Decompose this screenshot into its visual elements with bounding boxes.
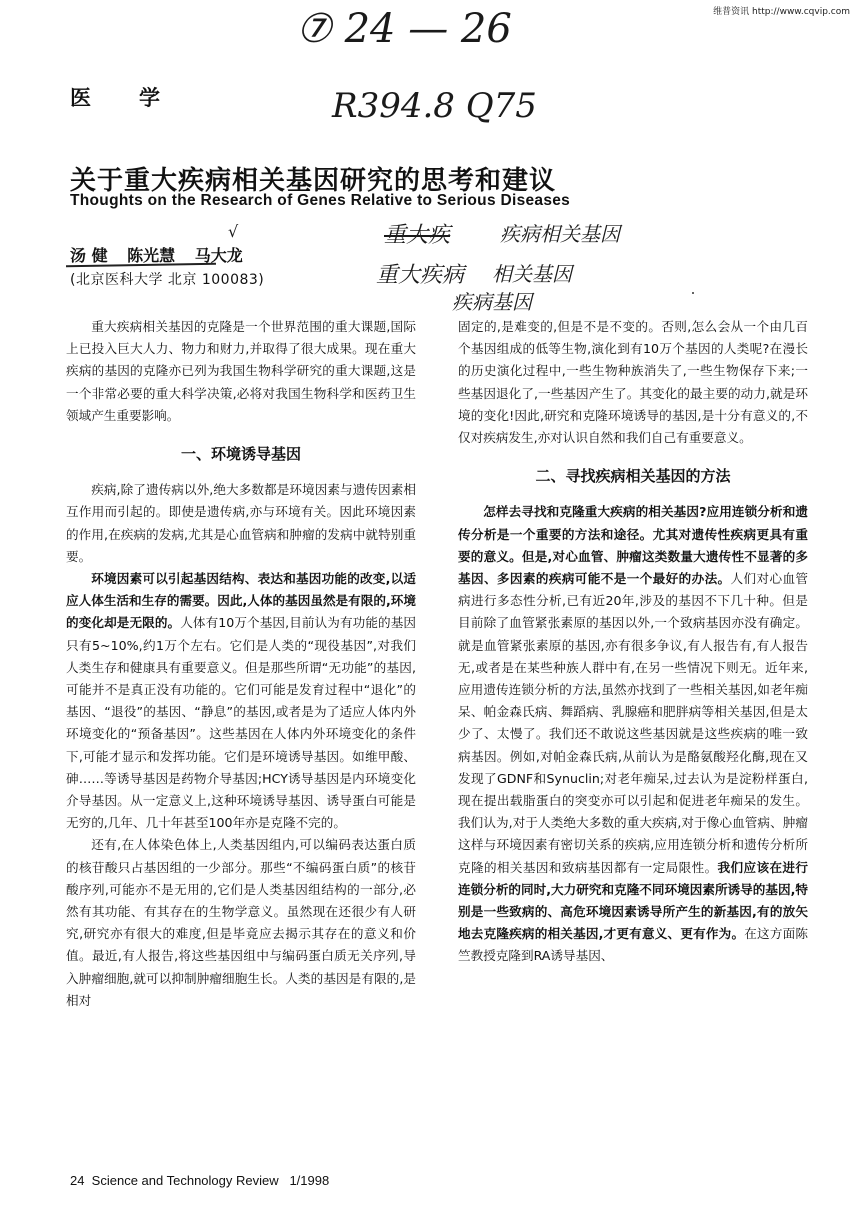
handwritten-annotation-2: 疾病相关基因 <box>500 222 620 246</box>
left-column <box>66 316 416 1012</box>
bold-statement: 我们应该在进行连锁分析的同时,大力研究和克隆不同环境因素所诱导的基因,特别是一些致病的、高危环境因素诱导所产生的新基因,有的放矢地去克隆疾病的相关基因,才更有意义、更有作为。 <box>458 859 809 942</box>
paragraph-environment <box>66 568 416 834</box>
author-3: 马大龙 <box>194 246 243 265</box>
paragraph-text: 人体有10万个基因,目前认为有功能的基因只有5~10%,约1万个左右。它们是人类的“现役基因”,对我们人类生存和健康具有重要意义。但是那些所谓“无功能”的基因,可能并不是真正没有功能的。它们可能是发育过程中“退化”的基因、“退役”的基因、“静息”的基因,或者是为了适应人体内外环境变化的“预备基因”。这些基因在人体内外环境变化的条件下,可能才显示和发挥功能。它们是环境诱导基因。如维甲酸、砷……等诱导基因是药物介导基因;HCY诱导基因是内环境变化介导基因。从一定意义上,这种环境诱导基因、诱导蛋白可能是无穷的,几年、几十年甚至100年亦是克隆不完的。 <box>66 615 416 831</box>
paragraph-intro: 重大疾病相关基因的克隆是一个世界范围的重大课题,国际上已投入巨大人力、物力和财力,并取得了很大成果。现在重大疾病的基因的克隆亦已列为我国生物科学研究的重大课题,这是一个非常必要的重大科学决策,必将对我国生物科学和医药卫生领域产生重要影响。 <box>66 319 416 423</box>
affiliation: (北京医科大学 北京 100083) <box>70 272 265 288</box>
handwritten-check-mark: √ <box>228 222 239 241</box>
author-1: 汤 健 <box>70 246 108 265</box>
author-list <box>70 243 257 266</box>
handwritten-page-range: ⑦ 24 — 26 <box>296 6 512 52</box>
author-2: 陈光慧 <box>127 246 176 265</box>
paragraph-noncoding: 还有,在人体染色体上,人类基因组内,可以编码表达蛋白质的核苷酸只占基因组的一少部分。那些“不编码蛋白质”的核苷酸序列,可能亦不是无用的,它们是人类基因组结构的一部分,必然有其功能、有其存在的生物学意义。虽然现在还很少有人研究,研究亦有很大的难度,但是毕竟应去揭示其存在的意义和价值。最近,有人报告,将这些基因组中与编码蛋白质无关序列,导入肿瘤细胞,就可以抑制肿瘤细胞生长。人类的基因是有限的,是相对 <box>66 837 416 1008</box>
paragraph-methods <box>458 501 808 967</box>
paragraph-continued: 固定的,是难变的,但是不是不变的。否则,怎么会从一个由几百个基因组成的低等生物,演化到有10万个基因的人类呢?在漫长的历史演化过程中,一些生物种族消失了,一些生物保存下来;一些基因退化了,一些基因产生了。其变化的最主要的动力,就是环境的变化!因此,研究和克隆环境诱导的基因,是十分有意义的,不仅对疾病发生,亦对认识自然和我们自己有重要意义。 <box>458 319 808 446</box>
speck <box>692 292 694 294</box>
bold-statement: 怎样去寻找和克隆重大疾病的相关基因?应用连锁分析和遗传分析是一个重要的方法和途径。尤其对遗传性疾病更具有重要的意义。但是,对心血管、肿瘤这类数量大遗传性不显著的多基因、多因素的疾病可能不是一个最好的办法。 <box>458 504 808 587</box>
handwritten-annotation-1: 重大疾 <box>384 223 451 248</box>
paragraph-disease-factors: 疾病,除了遗传病以外,绝大多数都是环境因素与遗传因素相互作用而引起的。即使是遗传病,亦与环境有关。因此环境因素的作用,在疾病的发病,尤其是心血管病和肿瘤的发病中就特别重要。 <box>66 482 416 564</box>
page-footer: 24 Science and Technology Review 1/1998 <box>70 1173 330 1188</box>
watermark: 维普资讯 http://www.cqvip.com <box>713 7 850 17</box>
section-heading-1: 一、环境诱导基因 <box>180 445 301 464</box>
handwritten-annotation-3: 重大疾病 <box>376 263 465 288</box>
handwritten-class-codes: R394.8 Q75 <box>332 86 537 126</box>
right-column <box>458 316 808 968</box>
paragraph-text: 在这方面陈竺教授克隆到RA诱导基因、 <box>458 926 809 964</box>
paragraph-text: 人们对心血管病进行多态性分析,已有近20年,涉及的基因不下几十种。但是目前除了血管紧张素原的基因以外,一个致病基因亦没有确定。就是血管紧张素原的基因,亦有很多争议,有人报告有,有人报告无,或者是在某些种族人群中有,在另一些情况下则无。近年来,应用遗传连锁分析的方法,虽然亦找到了一些相关基因,如老年痴呆、帕金森氏病、舞蹈病、乳腺癌和肥胖病等相关基因,但是太少了、太慢了。我们还不敢说这些基因就是这些疾病的唯一致病基因。例如,对帕金森氏病,从前认为是酪氨酸羟化酶,现在又发现了GDNF和Synuclin;对老年痴呆,过去认为是淀粉样蛋白,现在提出载脂蛋白的突变亦可以引起和促进老年痴呆的发生。我们认为,对于人类绝大多数的重大疾病,对于像心血管病、肿瘤这样与环境因素有密切关系的疾病,应用连锁分析和遗传分析所克隆的相关基因和致病基因都有一定局限性。 <box>458 571 809 875</box>
article-title-zh: 关于重大疾病相关基因研究的思考和建议 <box>70 166 557 196</box>
handwritten-annotation-5: 疾病基因 <box>452 290 532 314</box>
bold-statement: 环境因素可以引起基因结构、表达和基因功能的改变,以适应人体生活和生存的需要。因此,人体的基因虽然是有限的,环境的变化却是无限的。 <box>66 571 416 631</box>
section-heading-2: 二、寻找疾病相关基因的方法 <box>535 467 731 486</box>
handwritten-annotation-4: 相关基因 <box>492 262 572 286</box>
section-tag: 医学 <box>70 86 208 110</box>
article-title-en: Thoughts on the Research of Genes Relative to Serious Diseases <box>70 192 571 209</box>
